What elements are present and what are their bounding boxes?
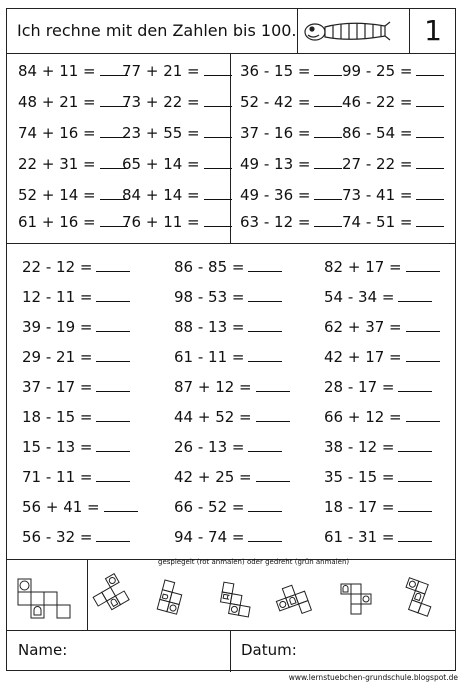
- exercise: 44 + 52 =: [174, 408, 290, 426]
- exercise: 56 + 41 =: [22, 498, 138, 516]
- net-shape-reference-icon: [18, 579, 70, 618]
- date-label: Datum:: [241, 641, 297, 659]
- exercise: 27 - 22 =: [342, 155, 444, 173]
- exercise: 61 - 11 =: [174, 348, 282, 366]
- net-shape-option-icon[interactable]: [273, 582, 311, 620]
- exercise: 52 - 42 =: [240, 93, 342, 111]
- exercise: 86 - 54 =: [342, 124, 444, 142]
- exercise: 71 - 11 =: [22, 468, 130, 486]
- exercise: 18 - 17 =: [324, 498, 432, 516]
- exercise: 73 + 22 =: [122, 93, 232, 111]
- net-shape-option-icon[interactable]: [157, 580, 184, 614]
- exercise: 86 - 85 =: [174, 258, 282, 276]
- exercise: 49 - 36 =: [240, 186, 342, 204]
- exercise: 48 + 21 =: [18, 93, 128, 111]
- exercise: 36 - 15 =: [240, 62, 342, 80]
- exercise: 15 - 13 =: [22, 438, 130, 456]
- exercise: 29 - 21 =: [22, 348, 130, 366]
- exercise: 12 - 11 =: [22, 288, 130, 306]
- net-shape-option-icon[interactable]: [341, 584, 371, 614]
- exercise: 99 - 25 =: [342, 62, 444, 80]
- exercise: 56 - 32 =: [22, 528, 130, 546]
- exercise: 82 + 17 =: [324, 258, 440, 276]
- exercise: 35 - 15 =: [324, 468, 432, 486]
- exercise: 37 - 17 =: [22, 378, 130, 396]
- exercise: 66 + 12 =: [324, 408, 440, 426]
- exercise: 38 - 12 =: [324, 438, 432, 456]
- exercise: 63 - 12 =: [240, 213, 342, 231]
- exercise: 84 + 11 =: [18, 62, 128, 80]
- exercise: 46 - 22 =: [342, 93, 444, 111]
- exercise: 39 - 19 =: [22, 318, 130, 336]
- exercise: 87 + 12 =: [174, 378, 290, 396]
- puzzle-caption: gespiegelt (rot anmalen) oder gedreht (grün anmalen): [158, 558, 350, 566]
- exercise: 74 - 51 =: [342, 213, 444, 231]
- exercise: 65 + 14 =: [122, 155, 232, 173]
- exercise: 23 + 55 =: [122, 124, 232, 142]
- exercise: 77 + 21 =: [122, 62, 232, 80]
- net-shape-option-icon[interactable]: [88, 574, 129, 615]
- exercise: 49 - 13 =: [240, 155, 342, 173]
- footer-credit: www.lernstuebchen-grundschule.blogspot.de: [288, 673, 458, 682]
- exercise: 66 - 52 =: [174, 498, 282, 516]
- exercise: 61 - 31 =: [324, 528, 432, 546]
- exercise: 98 - 53 =: [174, 288, 282, 306]
- exercise: 74 + 16 =: [18, 124, 128, 142]
- exercise: 22 - 12 =: [22, 258, 130, 276]
- exercise: 22 + 31 =: [18, 155, 128, 173]
- exercise: 18 - 15 =: [22, 408, 130, 426]
- exercise: 28 - 17 =: [324, 378, 432, 396]
- exercise: 42 + 25 =: [174, 468, 290, 486]
- exercise: 88 - 13 =: [174, 318, 282, 336]
- exercise: 76 + 11 =: [122, 213, 232, 231]
- sheet-number: 1: [424, 14, 442, 47]
- exercise: 54 - 34 =: [324, 288, 432, 306]
- net-shape-option-icon[interactable]: [219, 582, 254, 617]
- exercise: 37 - 16 =: [240, 124, 342, 142]
- exercise: 84 + 14 =: [122, 186, 232, 204]
- exercise: 52 + 14 =: [18, 186, 128, 204]
- exercise: 61 + 16 =: [18, 213, 128, 231]
- exercise: 73 - 41 =: [342, 186, 444, 204]
- exercise: 42 + 17 =: [324, 348, 440, 366]
- exercise: 26 - 13 =: [174, 438, 282, 456]
- name-label: Name:: [18, 641, 68, 659]
- exercise: 94 - 74 =: [174, 528, 282, 546]
- net-shape-option-icon[interactable]: [399, 578, 437, 616]
- page-title: Ich rechne mit den Zahlen bis 100.: [17, 21, 297, 40]
- exercise: 62 + 37 =: [324, 318, 440, 336]
